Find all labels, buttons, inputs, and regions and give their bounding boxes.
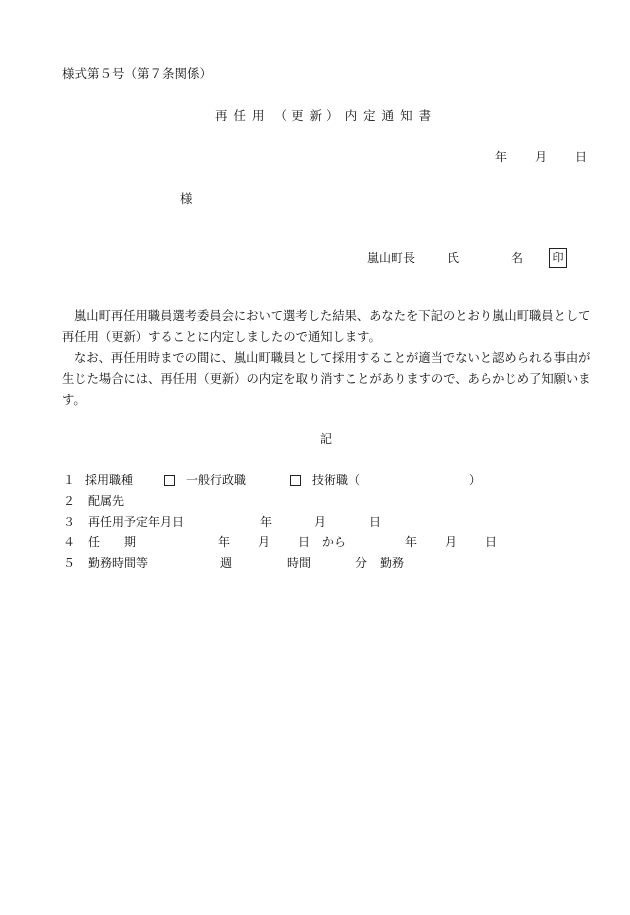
title-char: 内 <box>344 108 358 123</box>
title-char: ） <box>326 108 339 123</box>
body-paragraph-1: 嵐山町再任用職員選考委員会において選考した結果、あなたを下記のとおり嵐山町職員として再任用（更新）することに内定しましたので通知します。 <box>62 309 591 344</box>
title-char: 通 <box>381 108 395 123</box>
title-char: 用 <box>252 108 265 123</box>
sender-name-label-1: 氏 <box>447 251 460 265</box>
item-1-label: 採用職種 <box>85 473 134 487</box>
item-1-option-2: 技術職（ <box>312 473 361 487</box>
item-1-close: ） <box>469 473 482 487</box>
form-number: 様式第５号（第７条関係） <box>62 66 213 81</box>
item-2-label: 配属先 <box>88 494 125 508</box>
item-4-year: 年 <box>218 535 231 549</box>
ki-heading: 記 <box>320 432 333 446</box>
title-char: 定 <box>363 108 376 123</box>
title-char: 書 <box>418 108 432 123</box>
item-4-from: から <box>322 535 347 549</box>
addressee-suffix: 様 <box>180 191 193 206</box>
title-char: （ <box>274 108 288 123</box>
title-char: 更 <box>291 108 304 123</box>
item-3-month: 月 <box>314 515 327 529</box>
item-1-option-1: 一般行政職 <box>186 473 247 487</box>
item-5-minutes: 分 <box>355 556 368 570</box>
item-4-label-2: 期 <box>124 535 137 549</box>
item-1-number: １ <box>63 473 76 487</box>
item-4-year-2: 年 <box>405 535 418 549</box>
sender-name-label-2: 名 <box>511 251 524 265</box>
item-5-hours: 時間 <box>287 556 312 570</box>
date-year: 年 <box>495 150 508 164</box>
item-4-number: ４ <box>63 535 76 549</box>
item-4-month: 月 <box>258 535 271 549</box>
title-char: 任 <box>233 108 247 123</box>
item-4-label-1: 任 <box>88 535 101 549</box>
title-char: 再 <box>215 108 228 123</box>
item-5-label: 勤務時間等 <box>88 556 149 570</box>
body-paragraph-2: なお、再任用時までの間に、嵐山町職員として採用することが適当でないと認められる事由が生じた場合には、再任用（更新）の内定を取り消すことがありますので、あらかじめ了知願います。 <box>62 351 591 407</box>
item-3-day: 日 <box>369 515 382 529</box>
item-2-number: ２ <box>63 494 76 508</box>
item-3-label: 再任用予定年月日 <box>88 515 185 529</box>
item-3-year: 年 <box>260 515 273 529</box>
date-day: 日 <box>575 150 588 164</box>
title-char: 新 <box>309 108 323 123</box>
item-5-week: 週 <box>220 556 233 570</box>
document-title <box>215 109 431 123</box>
item-3-number: ３ <box>63 515 76 529</box>
item-5-work: 勤務 <box>380 556 405 570</box>
date-month: 月 <box>535 150 548 164</box>
item-4-day: 日 <box>298 535 311 549</box>
item-5-number: ５ <box>63 556 76 570</box>
item-4-day-2: 日 <box>485 535 498 549</box>
checkbox-technical[interactable] <box>290 475 301 486</box>
item-4-month-2: 月 <box>445 535 458 549</box>
seal-mark: 印 <box>549 248 567 268</box>
sender-office: 嵐山町長 <box>367 251 416 265</box>
title-char: 知 <box>400 108 413 123</box>
checkbox-general[interactable] <box>164 475 175 486</box>
body-text <box>62 306 592 411</box>
